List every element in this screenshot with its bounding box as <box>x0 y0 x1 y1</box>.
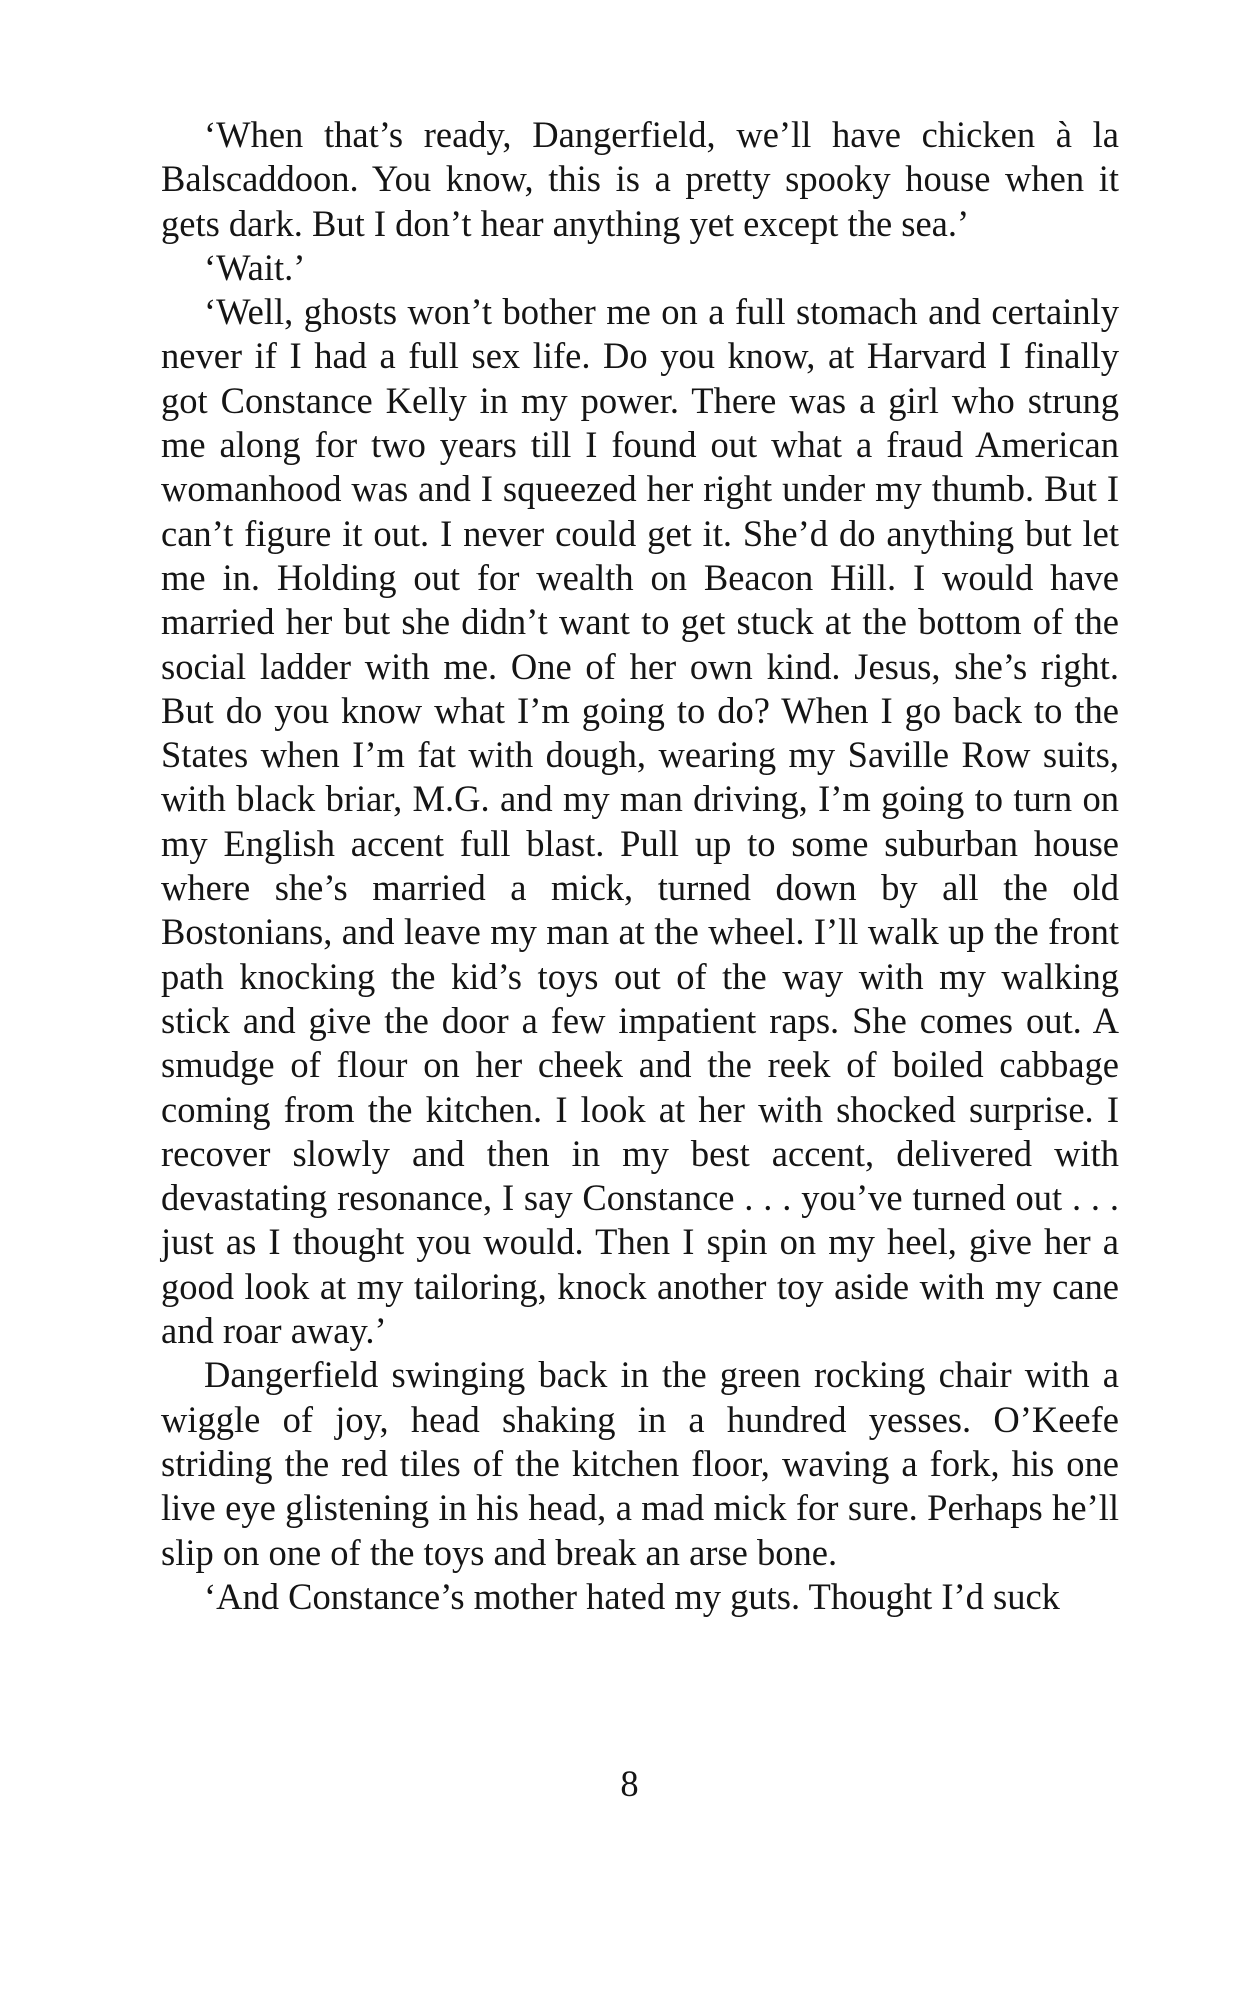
page-number: 8 <box>620 1763 639 1804</box>
paragraph-chicken: ‘When that’s ready, Dangerfield, we’ll have chicken à la Balscaddoon. You know, this is a pretty spooky house when it gets dark. But I don’t hear anything yet except the sea.’ <box>161 114 1119 244</box>
paragraph-constance-mother: ‘And Constance’s mother hated my guts. Thought I’d suck <box>204 1575 1060 1617</box>
paragraph-dangerfield: Dangerfield swinging back in the green rocking chair with a wiggle of joy, head shaking in a hundred yesses. O’Keefe striding the red tiles of the kitchen floor, waving a fork, his one live eye glistening in his head, a mad mick for sure. Perhaps he’ll slip on one of the toys and break an arse bone. <box>161 1354 1119 1573</box>
paragraph-ghosts: ‘Well, ghosts won’t bother me on a full stomach and certainly never if I had a full sex life. Do you know, at Harvard I finally got Constance Kelly in my power. There was a girl who strung me along for two years till I found out what a fraud American womanhood was and I squeezed her right under my thumb. But I can’t figure it out. I never could get it. She’d do anything but let me in. Holding out for wealth on Beacon Hill. I would have married her but she didn’t want to get stuck at the bottom of the social ladder with me. One of her own kind. Jesus, she’s right. But do you know what I’m going to do? When I go back to the States when I’m fat with dough, wearing my Saville Row suits, with black briar, M.G. and my man driving, I’m going to turn on my English accent full blast. Pull up to some suburban house where she’s married a mick, turned down by all the old Bostonians, and leave my man at the wheel. I’ll walk up the front path knocking the kid’s toys out of the way with my walking stick and give the door a few impatient raps. She comes out. A smudge of flour on her cheek and the reek of boiled cabbage coming from the kitchen. I look at her with shocked surprise. I recover slowly and then in my best accent, delivered with devastating resonance, I say Constance . . . you’ve turned out . . . just as I thought you would. Then I spin on my heel, give her a good look at my tailoring, knock another toy aside with my cane and roar away.’ <box>161 291 1119 1352</box>
body-text <box>161 113 1119 1619</box>
paragraph-wait: ‘Wait.’ <box>204 246 306 288</box>
